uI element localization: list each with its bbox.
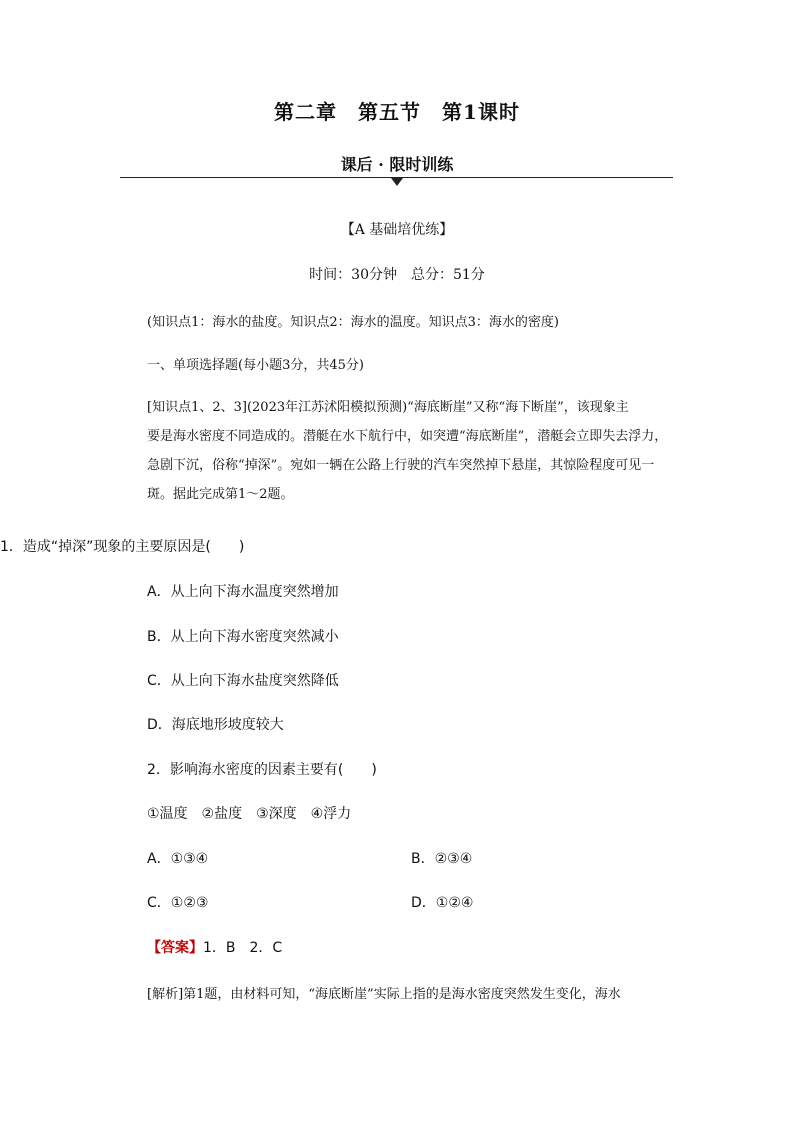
page-subtitle: 课后 · 限时训练 (340, 155, 454, 174)
answer-tag: 【答案】 (147, 940, 203, 956)
question-1-option-d: D．海底地形坡度较大 (147, 717, 284, 733)
material-line: 要是海水密度不同造成的。潜艇在水下航行中，如突遭“海底断崖”，潜艇会立即失去浮力， (147, 429, 668, 444)
question-2-stem: 2．影响海水密度的因素主要有( ) (147, 762, 377, 778)
question-2-option-d: D．①②④ (411, 895, 474, 911)
divider-triangle-icon (391, 178, 403, 186)
question-2-items: ①温度 ②盐度 ③深度 ④浮力 (147, 806, 352, 822)
question-2-option-a: A．①③④ (147, 851, 209, 867)
question-1-option-a: A．从上向下海水温度突然增加 (147, 584, 339, 600)
knowledge-points: (知识点1：海水的盐度。知识点2：海水的温度。知识点3：海水的密度) (147, 315, 559, 330)
question-1-option-b: B．从上向下海水密度突然减小 (147, 629, 339, 645)
analysis-text: [解析]第1题，由材料可知，“海底断崖”实际上指的是海水密度突然发生变化，海水 (147, 987, 621, 1002)
page-title: 第二章 第五节 第1课时 (274, 100, 520, 124)
answer-line (147, 937, 282, 957)
material-line: 急剧下沉，俗称“掉深”。宛如一辆在公路上行驶的汽车突然掉下悬崖，其惊险程度可见一 (147, 458, 655, 473)
time-score-info: 时间：30分钟 总分：51分 (309, 267, 485, 283)
part-title: 一、单项选择题(每小题3分，共45分) (147, 358, 364, 373)
question-1-stem: 1．造成“掉深”现象的主要原因是( ) (0, 539, 245, 555)
question-2-option-b: B．②③④ (411, 851, 473, 867)
section-heading: 【A 基础培优练】 (340, 222, 454, 238)
question-2-option-c: C．①②③ (147, 895, 209, 911)
material-line: [知识点1、2、3](2023年江苏沭阳模拟预测)“海底断崖”又称“海下断崖”，该现象主 (147, 400, 629, 415)
material-paragraph (147, 393, 674, 509)
question-1-option-c: C．从上向下海水盐度突然降低 (147, 673, 339, 689)
material-line: 斑。据此完成第1～2题。 (147, 487, 294, 502)
answer-text: 1．B 2．C (203, 940, 283, 956)
